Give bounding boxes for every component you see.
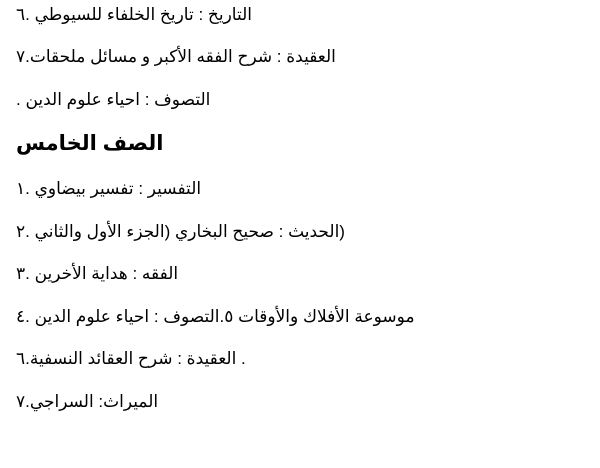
- text-line-aqeedah: العقيدة : شرح الفقه الأكبر و مسائل ملحقات.٧: [16, 47, 336, 66]
- text-line-fiqh: الفقه : هداية الأخرين .٣: [16, 264, 179, 283]
- text-line-tasawwuf: التصوف : احياء علوم الدين .: [16, 90, 211, 109]
- text-line-tafsir: التفسير : تفسير بيضاوي .١: [16, 179, 202, 198]
- text-line-hadith: (الحديث : صحيح البخاري (الجزء الأول والثاني .٢: [16, 222, 345, 241]
- section-heading: الصف الخامس: [16, 132, 164, 155]
- text-line-mawsuah: موسوعة الأفلاك والأوقات ٥.التصوف : احياء علوم الدين .٤: [16, 307, 415, 326]
- text-line-history: التاريخ : تاريخ الخلفاء للسيوطي .٦: [16, 5, 253, 24]
- text-line-aqeedah-nasafiyya: . العقيدة : شرح العقائد النسفية.٦: [16, 349, 246, 368]
- text-line-miraath: الميراث: السراجي.٧: [16, 392, 159, 411]
